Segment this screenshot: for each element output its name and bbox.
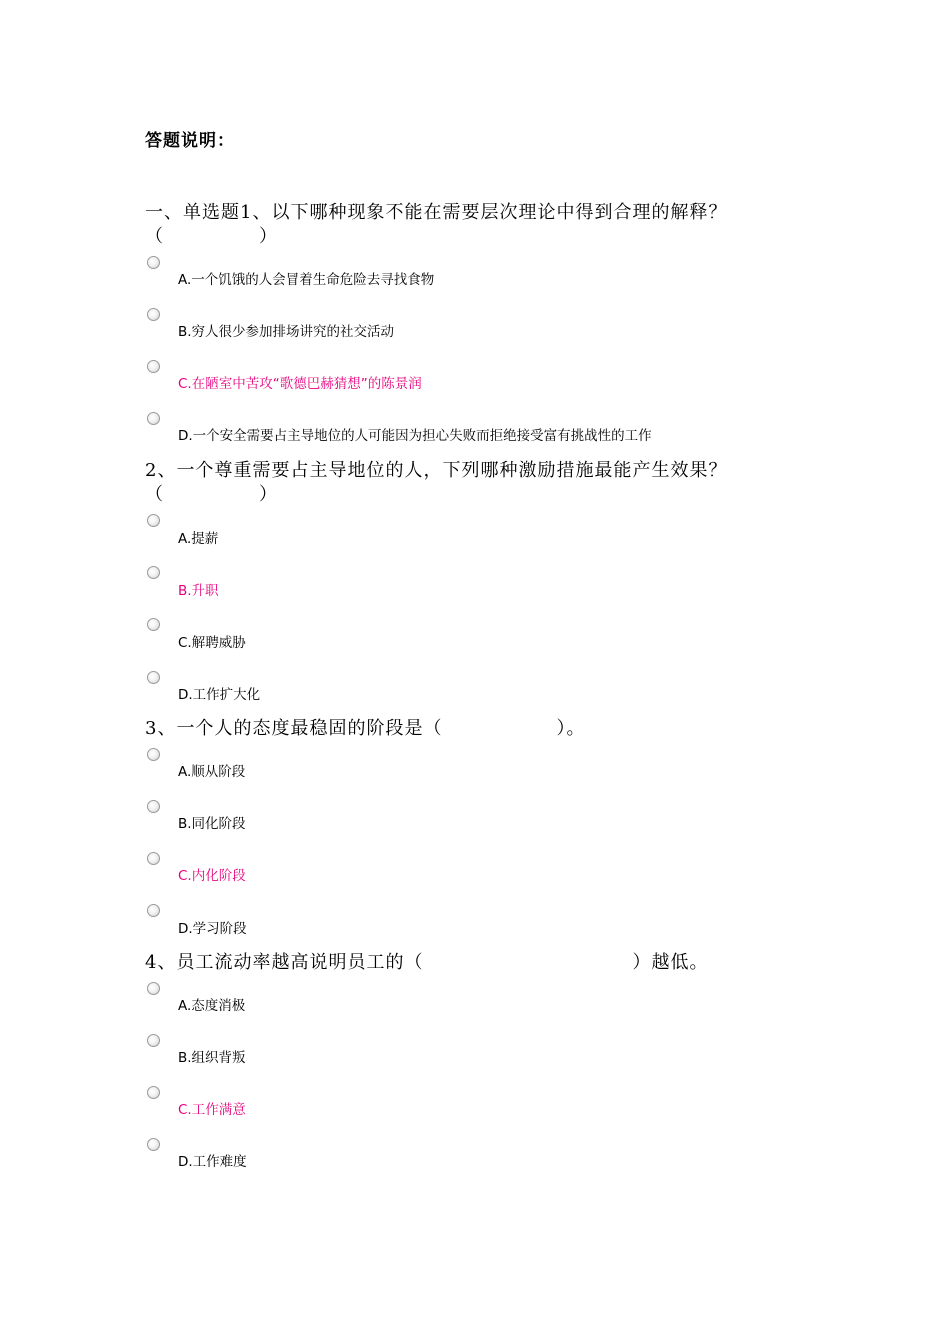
option-q3-b: B.同化阶段 <box>178 816 246 832</box>
radio-q2-a[interactable] <box>147 514 160 527</box>
radio-q1-a[interactable] <box>147 256 160 269</box>
option-q1-d: D.一个安全需要占主导地位的人可能因为担心失败而拒绝接受富有挑战性的工作 <box>178 428 652 444</box>
option-q4-c: C.工作满意 <box>178 1102 246 1118</box>
question-3-text: 3、一个人的态度最稳固的阶段是（ ）。 <box>145 718 586 739</box>
option-q1-c: C.在陋室中苦攻“歌德巴赫猜想”的陈景润 <box>178 376 422 392</box>
radio-q4-b[interactable] <box>147 1034 160 1047</box>
radio-q1-b[interactable] <box>147 308 160 321</box>
radio-q4-d[interactable] <box>147 1138 160 1151</box>
option-q1-a: A.一个饥饿的人会冒着生命危险去寻找食物 <box>178 272 435 288</box>
radio-q4-a[interactable] <box>147 982 160 995</box>
radio-q3-d[interactable] <box>147 904 160 917</box>
question-1-text: 一、单选题1、以下哪种现象不能在需要层次理论中得到合理的解释？（ ） <box>145 202 728 247</box>
question-4-text: 4、员工流动率越高说明员工的（ ）越低。 <box>145 952 709 973</box>
radio-q3-a[interactable] <box>147 748 160 761</box>
radio-q3-c[interactable] <box>147 852 160 865</box>
option-q4-d: D.工作难度 <box>178 1154 247 1170</box>
option-q2-d: D.工作扩大化 <box>178 687 261 703</box>
radio-q2-c[interactable] <box>147 618 160 631</box>
option-q2-b: B.升职 <box>178 583 219 599</box>
radio-q2-b[interactable] <box>147 566 160 579</box>
question-2-text: 2、一个尊重需要占主导地位的人，下列哪种激励措施最能产生效果？（ ） <box>145 460 728 505</box>
page-title: 答题说明： <box>145 131 235 151</box>
radio-q1-c[interactable] <box>147 360 160 373</box>
option-q3-d: D.学习阶段 <box>178 921 247 937</box>
option-q2-a: A.提薪 <box>178 531 219 547</box>
radio-q1-d[interactable] <box>147 412 160 425</box>
option-q2-c: C.解聘威胁 <box>178 635 246 651</box>
option-q1-b: B.穷人很少参加排场讲究的社交活动 <box>178 324 395 340</box>
option-q3-c: C.内化阶段 <box>178 868 246 884</box>
radio-q4-c[interactable] <box>147 1086 160 1099</box>
option-q4-a: A.态度消极 <box>178 998 246 1014</box>
radio-q3-b[interactable] <box>147 800 160 813</box>
radio-q2-d[interactable] <box>147 671 160 684</box>
option-q4-b: B.组织背叛 <box>178 1050 246 1066</box>
option-q3-a: A.顺从阶段 <box>178 764 246 780</box>
